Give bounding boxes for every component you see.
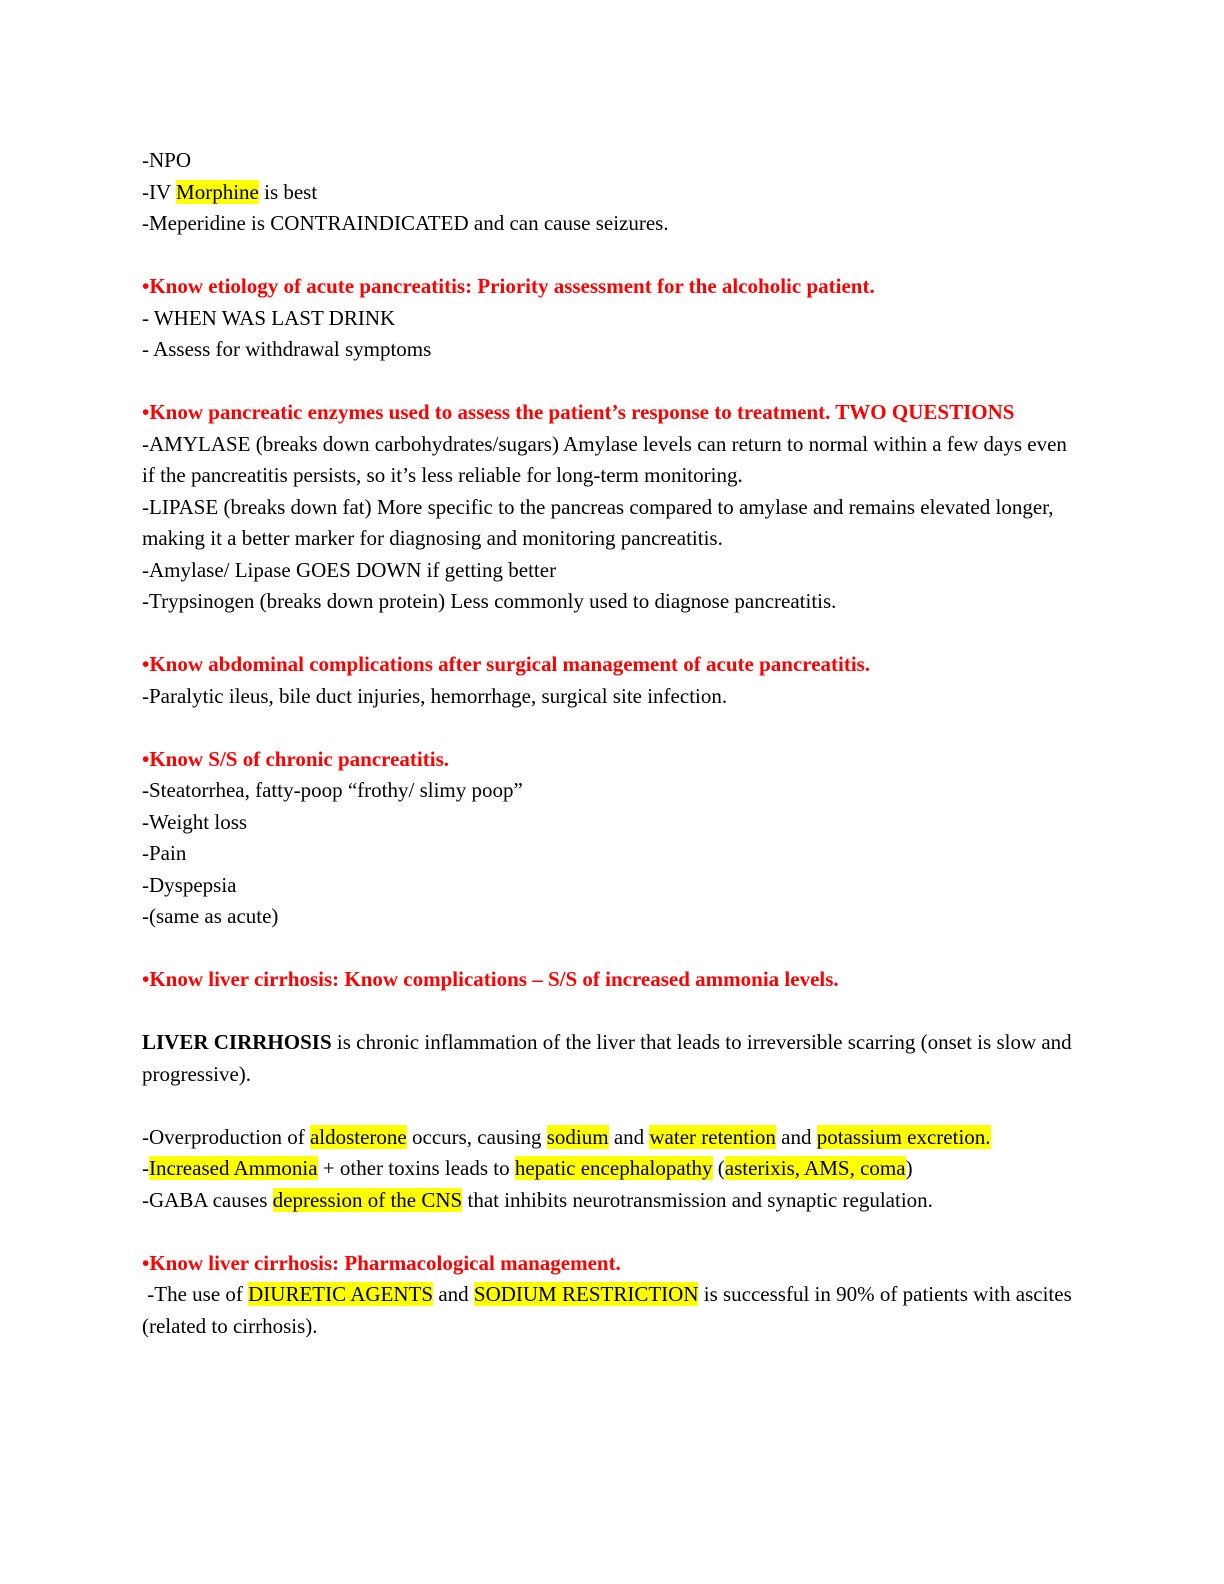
text-segment: -IV — [142, 179, 177, 204]
blank-line — [142, 1090, 1082, 1122]
blank-line — [142, 366, 1082, 398]
blank-line — [142, 240, 1082, 272]
paragraph — [142, 901, 1082, 933]
text-segment: •Know abdominal complications after surgical management of acute pancreatitis. — [142, 652, 871, 676]
paragraph — [142, 870, 1082, 902]
paragraph — [142, 1122, 1082, 1154]
text-segment: -The use of — [142, 1282, 249, 1306]
section-heading — [142, 649, 1082, 681]
text-segment: •Know pancreatic enzymes used to assess the patient’s response to treatment. TWO QUESTIONS — [142, 400, 1015, 424]
text-segment: -Meperidine is CONTRAINDICATED and can cause seizures. — [142, 211, 669, 235]
paragraph — [142, 303, 1082, 335]
paragraph — [142, 145, 1082, 177]
text-segment: -AMYLASE (breaks down carbohydrates/sugars) Amylase levels can return to normal within a few days even if the pancreatitis persists, so it’s less reliable for long-term monitoring. — [142, 431, 1073, 487]
text-segment: •Know etiology of acute pancreatitis: Priority assessment for the alcoholic patient. — [142, 274, 875, 298]
text-segment: -Dyspepsia — [142, 872, 237, 897]
paragraph — [142, 1185, 1082, 1217]
paragraph — [142, 555, 1082, 587]
blank-line — [142, 618, 1082, 650]
highlighted-text: depression of the CNS — [272, 1187, 463, 1212]
paragraph — [142, 775, 1082, 807]
text-segment: and — [608, 1124, 650, 1149]
highlighted-text: aldosterone — [309, 1124, 407, 1149]
blank-line — [142, 1216, 1082, 1248]
blank-line — [142, 996, 1082, 1028]
blank-line — [142, 933, 1082, 965]
paragraph — [142, 586, 1082, 618]
highlighted-text: Morphine — [176, 179, 259, 204]
text-segment: is best — [258, 179, 318, 204]
paragraph — [142, 177, 1082, 209]
paragraph — [142, 1027, 1082, 1090]
text-segment: LIVER CIRRHOSIS — [142, 1030, 332, 1054]
section-heading — [142, 271, 1082, 303]
text-segment: occurs, causing — [406, 1124, 547, 1149]
section-heading — [142, 744, 1082, 776]
blank-line — [142, 712, 1082, 744]
text-segment: -Paralytic ileus, bile duct injuries, hemorrhage, surgical site infection. — [142, 683, 728, 708]
paragraph — [142, 681, 1082, 713]
paragraph — [142, 1279, 1082, 1342]
text-segment: •Know liver cirrhosis: Pharmacological management. — [142, 1250, 621, 1275]
text-segment: - WHEN WAS LAST DRINK — [142, 305, 396, 330]
highlighted-text: hepatic encephalopathy — [514, 1156, 713, 1180]
text-segment: and — [775, 1124, 817, 1149]
text-segment: is chronic inflammation of the liver that leads to irreversible scarring (onset is slow and progressive). — [142, 1030, 1077, 1086]
highlighted-text: sodium — [546, 1124, 609, 1149]
section-heading — [142, 964, 1082, 996]
text-segment: -Amylase/ Lipase GOES DOWN if getting better — [142, 557, 557, 582]
highlighted-text: DIURETIC AGENTS — [248, 1282, 434, 1306]
paragraph — [142, 492, 1082, 555]
section-heading — [142, 1248, 1082, 1280]
text-segment: ( — [712, 1156, 725, 1180]
highlighted-text: asterixis, AMS, coma — [724, 1156, 906, 1180]
text-segment: -Pain — [142, 841, 187, 865]
text-segment: is successful in 90% of patients with ascites (related to cirrhosis). — [142, 1282, 1077, 1338]
text-segment: that inhibits neurotransmission and synaptic regulation. — [462, 1187, 933, 1212]
text-segment: -Overproduction of — [142, 1124, 310, 1149]
document-body — [142, 145, 1082, 1342]
text-segment: -Weight loss — [142, 809, 248, 834]
highlighted-text: water retention — [649, 1124, 776, 1149]
highlighted-text: SODIUM RESTRICTION — [473, 1282, 699, 1306]
paragraph — [142, 429, 1082, 492]
highlighted-text: Increased Ammonia — [149, 1156, 318, 1180]
paragraph — [142, 208, 1082, 240]
paragraph — [142, 807, 1082, 839]
text-segment: + other toxins leads to — [317, 1156, 515, 1180]
section-heading — [142, 397, 1082, 429]
paragraph — [142, 838, 1082, 870]
paragraph — [142, 1153, 1082, 1185]
text-segment: and — [433, 1282, 474, 1306]
text-segment: •Know liver cirrhosis: Know complications – S/S of increased ammonia levels. — [142, 967, 839, 991]
text-segment: -Trypsinogen (breaks down protein) Less commonly used to diagnose pancreatitis. — [142, 589, 837, 613]
text-segment: -LIPASE (breaks down fat) More specific to the pancreas compared to amylase and remains elevated longer, making it a better marker for diagnosing and monitoring pancreatitis. — [142, 494, 1059, 550]
text-segment: - — [142, 1156, 149, 1180]
text-segment: -GABA causes — [142, 1187, 273, 1212]
highlighted-text: potassium excretion. — [816, 1124, 991, 1149]
paragraph — [142, 334, 1082, 366]
text-segment: -NPO — [142, 148, 192, 172]
text-segment: •Know S/S of chronic pancreatitis. — [142, 746, 450, 771]
text-segment: -Steatorrhea, fatty-poop “frothy/ slimy poop” — [142, 778, 523, 802]
text-segment: - Assess for withdrawal symptoms — [142, 337, 432, 361]
text-segment: ) — [905, 1156, 913, 1180]
text-segment: -(same as acute) — [142, 904, 279, 928]
